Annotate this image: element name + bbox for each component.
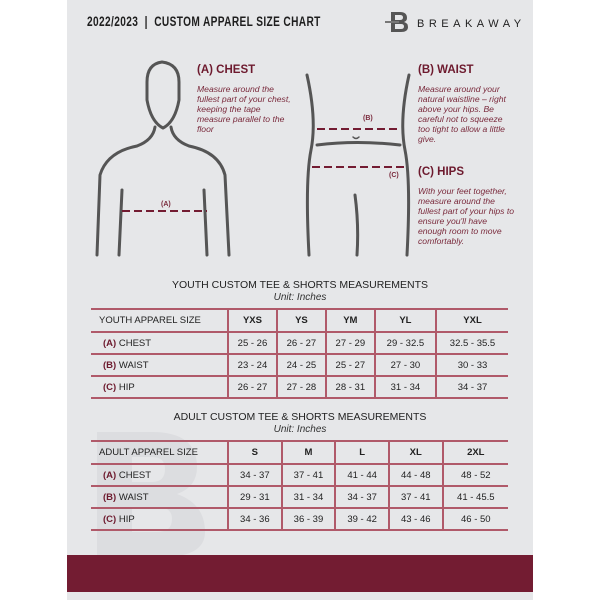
header-cell: 2XL: [443, 441, 508, 464]
header-cell: YXL: [436, 309, 508, 332]
chest-heading: (A) CHEST: [197, 64, 256, 76]
table-cell: 48 - 52: [443, 464, 508, 486]
hips-marker: (C): [389, 172, 399, 179]
youth-table-unit: Unit: Inches: [273, 292, 327, 303]
chest-marker: (A): [161, 201, 171, 208]
row-letter: (A): [103, 469, 117, 481]
table-row: [91, 376, 508, 398]
table-cell: 23 - 24: [228, 354, 277, 376]
adult-table-title: ADULT CUSTOM TEE & SHORTS MEASUREMENTS: [173, 411, 427, 423]
row-label: [91, 464, 228, 486]
table-cell: 24 - 25: [277, 354, 326, 376]
row-label-text: HIP: [118, 513, 135, 525]
header-cell: YXS: [228, 309, 277, 332]
header-cell: YOUTH APPAREL SIZE: [91, 309, 228, 332]
table-row: [91, 486, 508, 508]
table-cell: 34 - 37: [228, 464, 282, 486]
waist-instructions: Measure around your natural waistline – right above your hips. Be careful not to squeeze too tight to allow a little give.: [418, 84, 506, 144]
table-header-row: [91, 309, 508, 332]
table-row: [91, 332, 508, 354]
youth-size-table: [91, 308, 508, 399]
footer-band: [67, 555, 533, 592]
hips-instructions: With your feet together, measure around the fullest part of your hips to ensure you'll have enough room to move comfortably.: [418, 186, 515, 246]
row-label: [91, 354, 228, 376]
table-row: [91, 508, 508, 530]
header-cell: S: [228, 441, 282, 464]
table-cell: 37 - 41: [282, 464, 336, 486]
table-cell: 29 - 31: [228, 486, 282, 508]
table-cell: 36 - 39: [282, 508, 336, 530]
row-label-text: CHEST: [118, 469, 152, 481]
waist-marker: (B): [363, 115, 373, 122]
table-cell: 31 - 34: [282, 486, 336, 508]
header-cell: YM: [326, 309, 375, 332]
table-cell: 25 - 27: [326, 354, 375, 376]
table-cell: 37 - 41: [389, 486, 443, 508]
brand-name: BREAKAWAY: [417, 18, 526, 30]
header-cell: YL: [375, 309, 436, 332]
table-cell: 41 - 45.5: [443, 486, 508, 508]
chest-instructions: Measure around the fullest part of your chest, keeping the tape measure parallel to the floor: [197, 84, 291, 134]
table-cell: 26 - 27: [228, 376, 277, 398]
header-cell: ADULT APPAREL SIZE: [91, 441, 228, 464]
row-letter: (B): [103, 359, 117, 371]
adult-table-unit: Unit: Inches: [273, 424, 327, 435]
youth-table-title: YOUTH CUSTOM TEE & SHORTS MEASUREMENTS: [171, 279, 429, 291]
table-cell: 34 - 37: [436, 376, 508, 398]
table-header-row: [91, 441, 508, 464]
table-cell: 29 - 32.5: [375, 332, 436, 354]
row-label: [91, 508, 228, 530]
row-label: [91, 332, 228, 354]
table-cell: 31 - 34: [375, 376, 436, 398]
row-label: [91, 486, 228, 508]
table-cell: 25 - 26: [228, 332, 277, 354]
row-letter: (C): [103, 513, 117, 525]
adult-size-table: [91, 440, 508, 531]
waist-heading: (B) WAIST: [418, 64, 474, 76]
row-letter: (C): [103, 381, 117, 393]
header-cell: YS: [277, 309, 326, 332]
table-row: [91, 354, 508, 376]
size-chart-page: [67, 0, 533, 600]
row-label-text: WAIST: [118, 359, 149, 371]
hips-heading: (C) HIPS: [418, 166, 464, 178]
table-cell: 41 - 44: [335, 464, 389, 486]
page-title: 2022/2023 | CUSTOM APPAREL SIZE CHART: [87, 14, 321, 29]
header-cell: XL: [389, 441, 443, 464]
table-cell: 46 - 50: [443, 508, 508, 530]
table-cell: 30 - 33: [436, 354, 508, 376]
header-cell: L: [335, 441, 389, 464]
row-label-text: CHEST: [118, 337, 152, 349]
table-cell: 32.5 - 35.5: [436, 332, 508, 354]
table-cell: 26 - 27: [277, 332, 326, 354]
table-cell: 44 - 48: [389, 464, 443, 486]
table-cell: 27 - 28: [277, 376, 326, 398]
table-cell: 27 - 29: [326, 332, 375, 354]
row-letter: (B): [103, 491, 117, 503]
table-cell: 27 - 30: [375, 354, 436, 376]
table-cell: 28 - 31: [326, 376, 375, 398]
table-cell: 34 - 37: [335, 486, 389, 508]
header-cell: M: [282, 441, 336, 464]
row-label: [91, 376, 228, 398]
row-label-text: HIP: [118, 381, 135, 393]
table-cell: 43 - 46: [389, 508, 443, 530]
row-label-text: WAIST: [118, 491, 149, 503]
table-cell: 39 - 42: [335, 508, 389, 530]
row-letter: (A): [103, 337, 117, 349]
table-cell: 34 - 36: [228, 508, 282, 530]
table-row: [91, 464, 508, 486]
